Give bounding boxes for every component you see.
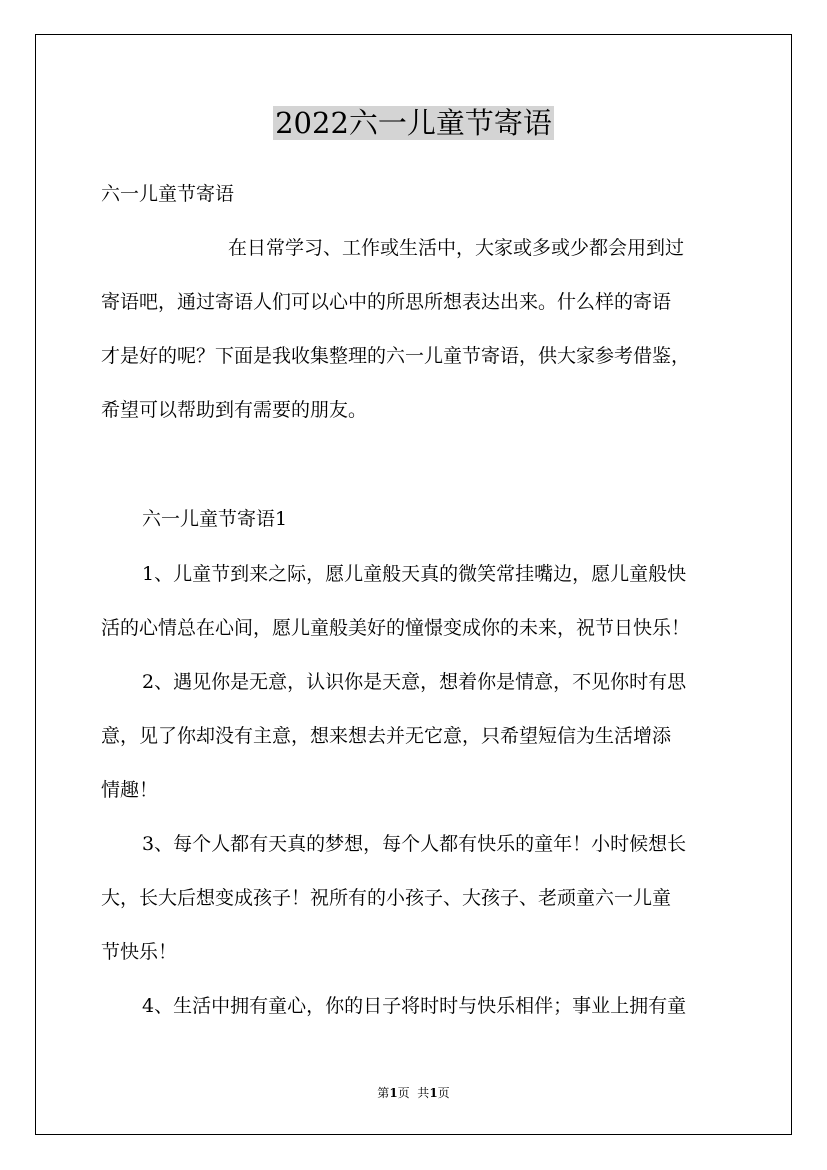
item-line-9: 4、生活中拥有童心，你的日子将时时与快乐相伴；事业上拥有童 [142,995,687,1017]
footer-page-mid: 页 共 [397,1086,430,1100]
footer-page-prefix: 第 [377,1086,390,1100]
document-title [0,103,827,143]
item-line-7: 大，长大后想变成孩子！祝所有的小孩子、大孩子、老顽童六一儿童 [101,887,672,909]
footer-page-suffix: 页 [437,1086,450,1100]
item-line-2: 活的心情总在心间，愿儿童般美好的憧憬变成你的未来，祝节日快乐！ [101,617,691,639]
intro-line-3: 才是好的呢？下面是我收集整理的六一儿童节寄语，供大家参考借鉴， [101,345,691,367]
item-line-4: 意，见了你却没有主意，想来想去并无它意，只希望短信为生活增添 [101,725,672,747]
item-line-1: 1、儿童节到来之际，愿儿童般天真的微笑常挂嘴边，愿儿童般快 [142,563,687,585]
intro-line-4: 希望可以帮助到有需要的朋友。 [101,399,368,421]
item-line-8: 节快乐！ [101,941,178,963]
document-subtitle: 六一儿童节寄语 [101,183,235,205]
page-footer [0,1085,827,1101]
section-heading: 六一儿童节寄语1 [142,508,288,530]
footer-page-current: 1 [389,1086,398,1100]
item-line-3: 2、遇见你是无意，认识你是天意，想着你是情意，不见你时有思 [142,671,687,693]
intro-line-1: 在日常学习、工作或生活中，大家或多或少都会用到过 [228,237,685,259]
item-line-5: 情趣！ [101,779,159,801]
document-title-text: 2022六一儿童节寄语 [275,106,552,140]
item-line-6: 3、每个人都有天真的梦想，每个人都有快乐的童年！小时候想长 [142,833,687,855]
intro-line-2: 寄语吧，通过寄语人们可以心中的所思所想表达出来。什么样的寄语 [101,291,672,313]
footer-page-total: 1 [429,1086,438,1100]
